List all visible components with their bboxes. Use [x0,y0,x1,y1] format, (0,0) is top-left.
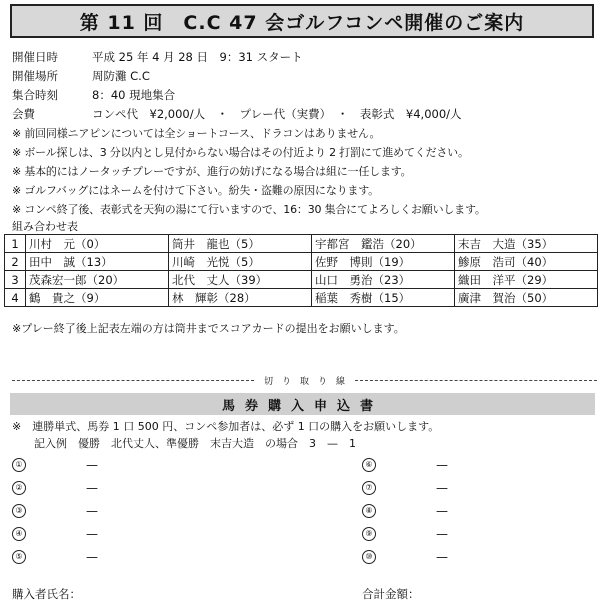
slot-number: ⑥ [362,458,376,472]
slot-dash: — [86,480,98,495]
total-amount-field[interactable]: 合計金額： [362,587,420,601]
player-cell: 織田 洋平（29） [455,271,598,289]
slot-dash: — [436,526,448,541]
player-cell: 茂森宏一郎（20） [26,271,169,289]
info-label: 集合時刻 [12,88,58,102]
slot-number: ⑦ [362,481,376,495]
player-cell: 筒井 龍也（5） [169,235,312,253]
event-info [12,48,597,124]
info-label: 開催日時 [12,50,58,64]
bet-slot[interactable] [362,453,448,476]
bet-slot[interactable] [362,522,448,545]
cut-label: 切 り 取 り 線 [264,377,346,387]
info-row-venue [12,67,597,86]
bet-slot[interactable] [12,545,98,568]
group-number: 2 [5,253,26,271]
player-cell: 林 輝彰（28） [169,289,312,307]
note-item: ※ 基本的にはノータッチプレーですが、進行の妨げになる場合は組に一任します。 [12,165,412,178]
groups-heading: 組み合わせ表 [12,220,78,233]
table-row [5,271,598,289]
slot-dash: — [86,503,98,518]
bet-instructions [12,418,597,452]
cut-dash-right [355,380,597,381]
info-value: 8：40 現地集合 [92,88,176,102]
slot-number: ⑤ [12,550,26,564]
player-cell: 川崎 光悦（5） [169,253,312,271]
bet-slot[interactable] [362,476,448,499]
bet-slots-left [12,453,98,568]
player-cell: 鶴 貴之（9） [26,289,169,307]
player-cell: 廣津 賀治（50） [455,289,598,307]
info-label: 会費 [12,107,35,121]
bet-slot[interactable] [12,476,98,499]
groups-table [4,234,598,307]
player-cell: 鯵原 浩司（40） [455,253,598,271]
info-row-fee [12,105,597,124]
table-row [5,289,598,307]
bet-slot[interactable] [12,522,98,545]
player-cell: 山口 勇治（23） [312,271,455,289]
cut-line [12,374,597,387]
player-cell: 末吉 大造（35） [455,235,598,253]
player-cell: 宇都宮 鑑浩（20） [312,235,455,253]
slot-dash: — [86,549,98,564]
slot-number: ③ [12,504,26,518]
slot-number: ① [12,458,26,472]
table-row [5,235,598,253]
note-item: ※ コンペ終了後、表彰式を天狗の湯にて行いますので、16：30 集合にてよろしくお願いします。 [12,203,486,216]
buyer-name-field[interactable]: 購入者氏名： [12,587,81,601]
slot-dash: — [86,526,98,541]
info-value: 周防灘 C.C [92,69,150,83]
info-row-datetime [12,48,597,67]
table-row [5,253,598,271]
note-item: ※ ゴルフバッグにはネームを付けて下さい。紛失・盗難の原因になります。 [12,184,379,197]
bet-form-title: 馬券購入申込書 [10,393,595,415]
info-value: コンペ代 ¥2,000/人 ・ プレー代（実費） ・ 表彰式 ¥4,000/人 [92,107,462,121]
slot-dash: — [436,503,448,518]
player-cell: 稲葉 秀樹（15） [312,289,455,307]
bet-slot[interactable] [362,499,448,522]
info-label: 開催場所 [12,69,58,83]
info-row-meeting-time [12,86,597,105]
bet-note: ※ 連勝単式、馬券 1 口 500 円、コンペ参加者は、必ず 1 口の購入をお願いします。 [12,420,440,433]
rules-notes [12,124,600,219]
info-value: 平成 25 年 4 月 28 日 9：31 スタート [92,50,303,64]
bet-slot[interactable] [362,545,448,568]
player-cell: 川村 元（0） [26,235,169,253]
slot-number: ② [12,481,26,495]
page-title: 第 11 回 C.C 47 会ゴルフコンペ開催のご案内 [10,4,594,38]
bet-slots-right [362,453,448,568]
bet-example: 記入例 優勝 北代丈人、準優勝 末吉大造 の場合 3 — 1 [12,437,356,450]
player-cell: 田中 誠（13） [26,253,169,271]
bet-slot[interactable] [12,453,98,476]
slot-number: ⑨ [362,527,376,541]
slot-dash: — [86,457,98,472]
slot-dash: — [436,549,448,564]
slot-dash: — [436,457,448,472]
note-item: ※ ボール探しは、3 分以内とし見付からない場合はその付近より 2 打罰にて進めてください。 [12,146,469,159]
slot-number: ⑩ [362,550,376,564]
group-number: 3 [5,271,26,289]
group-number: 4 [5,289,26,307]
slot-dash: — [436,480,448,495]
player-cell: 佐野 博則（19） [312,253,455,271]
player-cell: 北代 丈人（39） [169,271,312,289]
scorecard-note: ※プレー終了後上記表左端の方は筒井までスコアカードの提出をお願いします。 [12,322,405,335]
cut-dash-left [12,380,254,381]
slot-number: ⑧ [362,504,376,518]
group-number: 1 [5,235,26,253]
slot-number: ④ [12,527,26,541]
note-item: ※ 前回同様ニアピンについては全ショートコース、ドラコンはありません。 [12,127,381,140]
bet-slot[interactable] [12,499,98,522]
